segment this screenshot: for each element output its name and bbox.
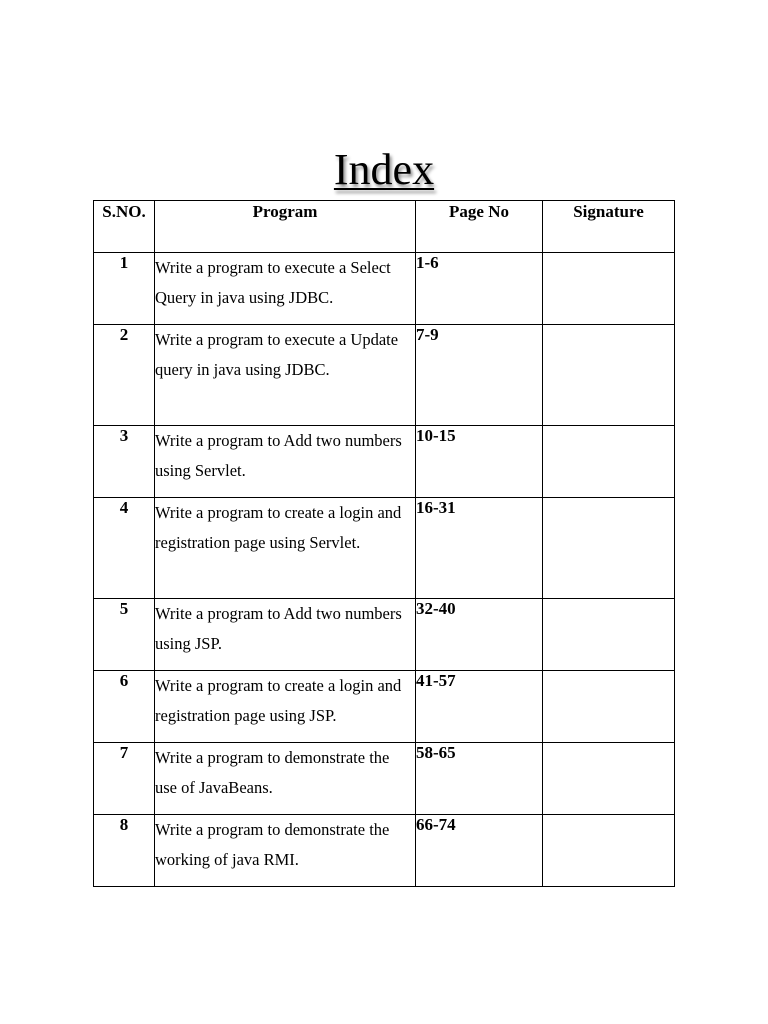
page-cell: 16-31 bbox=[416, 498, 543, 599]
sno-cell: 8 bbox=[94, 815, 155, 887]
table-row bbox=[94, 253, 675, 325]
header-page-no: Page No bbox=[416, 201, 543, 253]
table-row bbox=[94, 325, 675, 426]
table-header-row bbox=[94, 201, 675, 253]
page-cell: 7-9 bbox=[416, 325, 543, 426]
sno-cell: 4 bbox=[94, 498, 155, 599]
header-signature: Signature bbox=[543, 201, 675, 253]
table-row bbox=[94, 599, 675, 671]
sno-cell: 6 bbox=[94, 671, 155, 743]
sno-cell: 2 bbox=[94, 325, 155, 426]
index-table bbox=[93, 200, 675, 887]
table-row bbox=[94, 426, 675, 498]
page-title: Index bbox=[333, 145, 435, 194]
sno-cell: 7 bbox=[94, 743, 155, 815]
table-row bbox=[94, 498, 675, 599]
program-cell: Write a program to Add two numbers using JSP. bbox=[155, 599, 416, 671]
program-cell: Write a program to create a login and registration page using Servlet. bbox=[155, 498, 416, 599]
signature-cell bbox=[543, 426, 675, 498]
program-cell: Write a program to demonstrate the working of java RMI. bbox=[155, 815, 416, 887]
program-cell: Write a program to Add two numbers using Servlet. bbox=[155, 426, 416, 498]
page-cell: 66-74 bbox=[416, 815, 543, 887]
sno-cell: 3 bbox=[94, 426, 155, 498]
table-row bbox=[94, 671, 675, 743]
header-sno: S.NO. bbox=[94, 201, 155, 253]
signature-cell bbox=[543, 599, 675, 671]
table-row bbox=[94, 815, 675, 887]
signature-cell bbox=[543, 743, 675, 815]
page-cell: 58-65 bbox=[416, 743, 543, 815]
page-cell: 32-40 bbox=[416, 599, 543, 671]
signature-cell bbox=[543, 815, 675, 887]
program-cell: Write a program to execute a Select Query in java using JDBC. bbox=[155, 253, 416, 325]
sno-cell: 5 bbox=[94, 599, 155, 671]
signature-cell bbox=[543, 253, 675, 325]
page-cell: 1-6 bbox=[416, 253, 543, 325]
header-program: Program bbox=[155, 201, 416, 253]
program-cell: Write a program to create a login and registration page using JSP. bbox=[155, 671, 416, 743]
sno-cell: 1 bbox=[94, 253, 155, 325]
signature-cell bbox=[543, 498, 675, 599]
table-row bbox=[94, 743, 675, 815]
program-cell: Write a program to execute a Update query in java using JDBC. bbox=[155, 325, 416, 426]
program-cell: Write a program to demonstrate the use of JavaBeans. bbox=[155, 743, 416, 815]
signature-cell bbox=[543, 325, 675, 426]
page-cell: 41-57 bbox=[416, 671, 543, 743]
page-cell: 10-15 bbox=[416, 426, 543, 498]
signature-cell bbox=[543, 671, 675, 743]
